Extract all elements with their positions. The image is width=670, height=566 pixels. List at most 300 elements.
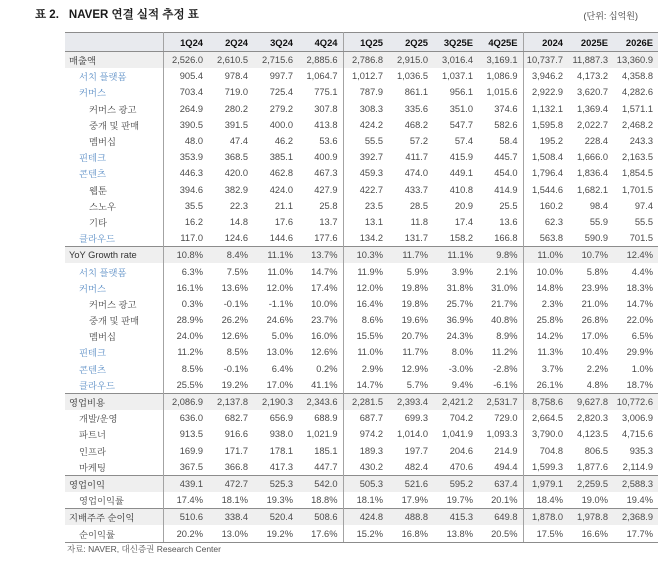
cell-value: 11.1%: [433, 247, 478, 264]
cell-value: 10,772.6: [613, 393, 658, 410]
cell-value: 16.1%: [176, 282, 203, 293]
cell-value: 3,006.9: [621, 413, 653, 424]
table-row: [65, 426, 658, 442]
cell-value: 11.0%: [523, 247, 568, 264]
cell-value: 563.8: [539, 233, 563, 244]
row-label: 영업이익률: [65, 492, 163, 509]
cell-value: 13.0%: [208, 525, 253, 542]
cell-value: 307.8: [298, 101, 343, 117]
cell-value: -1.1%: [268, 298, 293, 309]
cell-value: 449.1: [449, 168, 473, 179]
cell-value: 160.2: [539, 200, 563, 211]
cell-value: 178.1: [269, 445, 293, 456]
cell-value: 1,877.6: [576, 461, 608, 472]
cell-value: 3,620.7: [576, 87, 608, 98]
cell-value: 58.4: [478, 133, 523, 149]
cell-value: 17.4%: [298, 280, 343, 296]
cell-value: 41.1%: [298, 377, 343, 394]
cell-value: 19.3%: [266, 495, 293, 506]
cell-value: 2,610.5: [208, 52, 253, 69]
cell-value: 13.0%: [266, 347, 293, 358]
cell-value: 390.5: [179, 119, 203, 130]
cell-value: 0.3%: [181, 298, 203, 309]
cell-value: 2.2%: [586, 363, 608, 374]
cell-value: 1,701.5: [621, 184, 653, 195]
cell-value: 20.7%: [401, 331, 428, 342]
cell-value: 13.7%: [298, 247, 343, 264]
column-header: 2Q25: [388, 33, 433, 52]
cell-value: 9.4%: [451, 379, 473, 390]
cell-value: 2,526.0: [163, 52, 208, 69]
cell-value: -3.0%: [448, 363, 473, 374]
cell-value: 228.4: [584, 136, 608, 147]
cell-value: 4.4%: [631, 266, 653, 277]
cell-value: 18.1%: [221, 495, 248, 506]
cell-value: 185.1: [298, 443, 343, 459]
cell-value: 1,015.6: [478, 84, 523, 100]
cell-value: 719.0: [224, 87, 248, 98]
column-header: 3Q24: [253, 33, 298, 52]
row-label: 커머스: [65, 280, 163, 296]
cell-value: 415.9: [449, 152, 473, 163]
cell-value: 392.7: [359, 152, 383, 163]
cell-value: 1,599.3: [531, 461, 563, 472]
cell-value: 17.0%: [581, 331, 608, 342]
row-label: 서치 플랫폼: [65, 68, 163, 84]
cell-value: 171.7: [224, 445, 248, 456]
column-header: 1Q24: [163, 33, 208, 52]
cell-value: 8.5%: [181, 363, 203, 374]
cell-value: 19.6%: [401, 315, 428, 326]
cell-value: 3.9%: [451, 266, 473, 277]
cell-value: 17.5%: [523, 525, 568, 542]
cell-value: 400.9: [298, 149, 343, 165]
cell-value: 474.0: [404, 168, 428, 179]
row-label: 매출액: [65, 52, 163, 69]
cell-value: 704.8: [539, 445, 563, 456]
cell-value: 4,715.6: [621, 429, 653, 440]
cell-value: 15.5%: [356, 331, 383, 342]
cell-value: 22.3: [229, 200, 248, 211]
cell-value: 1,041.9: [441, 429, 473, 440]
cell-value: 124.6: [224, 233, 248, 244]
cell-value: 445.7: [478, 149, 523, 165]
cell-value: 35.5: [184, 200, 203, 211]
cell-value: 40.8%: [478, 312, 523, 328]
cell-value: 704.2: [449, 413, 473, 424]
cell-value: -6.1%: [478, 377, 523, 394]
cell-value: 422.7: [359, 184, 383, 195]
cell-value: 439.1: [163, 475, 208, 492]
cell-value: 649.8: [478, 509, 523, 526]
cell-value: 400.0: [269, 119, 293, 130]
cell-value: 2,022.7: [576, 119, 608, 130]
cell-value: 5.8%: [586, 266, 608, 277]
row-label: 인프라: [65, 443, 163, 459]
cell-value: 12.6%: [298, 344, 343, 360]
cell-value: 913.5: [179, 429, 203, 440]
cell-value: 11.3%: [537, 347, 563, 358]
row-label: 스노우: [65, 198, 163, 214]
cell-value: 2,343.6: [298, 393, 343, 410]
table-row: [65, 393, 658, 410]
cell-value: 2,922.9: [531, 87, 563, 98]
table-row: [65, 410, 658, 426]
cell-value: 905.4: [179, 71, 203, 82]
cell-value: 510.6: [163, 509, 208, 526]
cell-value: 13.8%: [433, 525, 478, 542]
cell-value: 19.8%: [401, 298, 428, 309]
cell-value: 8,758.6: [523, 393, 568, 410]
column-header: 2024: [523, 33, 568, 52]
row-label: 커머스: [65, 84, 163, 100]
cell-value: 385.1: [269, 152, 293, 163]
cell-value: 1,979.1: [523, 475, 568, 492]
cell-value: 10,737.7: [523, 52, 568, 69]
cell-value: 6.3%: [181, 266, 203, 277]
cell-value: 24.6%: [266, 315, 293, 326]
table-row: [65, 230, 658, 247]
cell-value: 16.0%: [298, 328, 343, 344]
cell-value: 1,012.7: [351, 71, 383, 82]
cell-value: 14.7%: [626, 298, 653, 309]
row-label: 핀테크: [65, 149, 163, 165]
cell-value: 2,163.5: [621, 152, 653, 163]
cell-value: 48.0: [184, 136, 203, 147]
cell-value: 18.1%: [356, 495, 383, 506]
cell-value: 21.7%: [478, 296, 523, 312]
table-row: [65, 296, 658, 312]
cell-value: 433.7: [404, 184, 428, 195]
cell-value: 117.0: [180, 233, 203, 244]
row-label: 중개 및 판매: [65, 117, 163, 133]
cell-value: 9,627.8: [568, 393, 613, 410]
cell-value: 189.3: [359, 445, 383, 456]
cell-value: 19.2%: [221, 379, 248, 390]
cell-value: 2,259.5: [568, 475, 613, 492]
column-header: 4Q25E: [478, 33, 523, 52]
cell-value: 280.2: [224, 103, 248, 114]
cell-value: 2,915.0: [388, 52, 433, 69]
cell-value: 8.0%: [451, 347, 473, 358]
column-header: 2026E: [613, 33, 658, 52]
row-label: 콘텐츠: [65, 361, 163, 377]
cell-value: 17.4%: [176, 495, 203, 506]
row-label: 콘텐츠: [65, 165, 163, 181]
cell-value: 411.7: [405, 152, 428, 163]
cell-value: 13.1: [364, 216, 383, 227]
row-label: 커머스 광고: [65, 101, 163, 117]
cell-value: 2,531.7: [478, 393, 523, 410]
table-row: [65, 328, 658, 344]
cell-value: 1,064.7: [298, 68, 343, 84]
cell-value: 414.9: [478, 182, 523, 198]
table-number: 표 2.: [35, 9, 59, 21]
cell-value: 10.0%: [298, 296, 343, 312]
cell-value: 2,393.4: [388, 393, 433, 410]
cell-value: 595.2: [433, 475, 478, 492]
cell-value: 12.4%: [613, 247, 658, 264]
label-column-header: [65, 33, 163, 52]
row-label: 핀테크: [65, 344, 163, 360]
cell-value: 427.9: [298, 182, 343, 198]
cell-value: 23.5: [364, 200, 383, 211]
cell-value: 197.7: [404, 445, 428, 456]
cell-value: 11.7%: [388, 247, 433, 264]
cell-value: 21.1: [274, 200, 293, 211]
cell-value: 2.1%: [478, 263, 523, 279]
cell-value: 10.7%: [568, 247, 613, 264]
row-label: 멤버십: [65, 133, 163, 149]
cell-value: 17.7%: [613, 525, 658, 542]
cell-value: 243.3: [629, 136, 653, 147]
cell-value: 134.2: [359, 233, 383, 244]
table-row: [65, 214, 658, 230]
cell-value: 366.8: [224, 461, 248, 472]
cell-value: 3.7%: [541, 363, 563, 374]
cell-value: 338.4: [208, 509, 253, 526]
cell-value: 11.0%: [267, 266, 293, 277]
cell-value: 636.0: [179, 413, 203, 424]
table-row: [65, 509, 658, 526]
row-label: 웹툰: [65, 182, 163, 198]
table-row: [65, 377, 658, 394]
cell-value: 462.8: [269, 168, 293, 179]
cell-value: 956.1: [449, 87, 473, 98]
cell-value: 394.6: [179, 184, 203, 195]
cell-value: 11.7%: [402, 347, 428, 358]
cell-value: 5.7%: [406, 379, 428, 390]
cell-value: 8.5%: [226, 347, 248, 358]
cell-value: 57.4: [454, 136, 473, 147]
cell-value: 279.2: [269, 103, 293, 114]
cell-value: 16.4%: [356, 298, 383, 309]
cell-value: 1,037.1: [441, 71, 473, 82]
column-header: 2Q24: [208, 33, 253, 52]
cell-value: 525.3: [253, 475, 298, 492]
cell-value: 2,281.5: [343, 393, 388, 410]
cell-value: 2,421.2: [433, 393, 478, 410]
cell-value: 14.8%: [536, 282, 563, 293]
cell-value: 2,468.2: [621, 119, 653, 130]
cell-value: 18.4%: [536, 495, 563, 506]
table-row: [65, 344, 658, 360]
cell-value: 1,014.0: [396, 429, 428, 440]
table-row: [65, 525, 658, 542]
cell-value: 17.6%: [298, 525, 343, 542]
source-note: 자료: NAVER, 대신증권 Research Center: [67, 544, 221, 554]
cell-value: 13.6: [478, 214, 523, 230]
cell-value: 144.6: [269, 233, 293, 244]
cell-value: 468.2: [404, 119, 428, 130]
row-label: 기타: [65, 214, 163, 230]
cell-value: 7.5%: [226, 266, 248, 277]
cell-value: 454.0: [478, 165, 523, 181]
cell-value: 1,682.1: [576, 184, 608, 195]
cell-value: 2,114.9: [622, 461, 653, 472]
cell-value: 420.0: [224, 168, 248, 179]
row-label: 클라우드: [65, 230, 163, 247]
cell-value: 20.9: [454, 200, 473, 211]
cell-value: 997.7: [269, 71, 293, 82]
row-label: YoY Growth rate: [65, 247, 163, 264]
cell-value: 861.1: [404, 87, 428, 98]
financial-table: [65, 32, 658, 543]
cell-value: 2,715.6: [253, 52, 298, 69]
cell-value: 17.0%: [266, 379, 293, 390]
cell-value: 508.6: [298, 509, 343, 526]
cell-value: 14.8: [229, 216, 248, 227]
cell-value: 459.3: [359, 168, 383, 179]
cell-value: 19.7%: [446, 495, 473, 506]
row-label: 지배주주 순이익: [65, 509, 163, 526]
cell-value: 1,036.5: [396, 71, 428, 82]
cell-value: 204.6: [449, 445, 473, 456]
cell-value: 1,132.1: [531, 103, 563, 114]
cell-value: 729.0: [478, 410, 523, 426]
cell-value: 13.7: [298, 214, 343, 230]
cell-value: 687.7: [359, 413, 383, 424]
cell-value: 16.8%: [388, 525, 433, 542]
cell-value: 97.4: [634, 200, 653, 211]
cell-value: 13.6%: [221, 282, 248, 293]
table-row: [65, 101, 658, 117]
cell-value: 542.0: [298, 475, 343, 492]
table-row: [65, 312, 658, 328]
cell-value: 391.5: [224, 119, 248, 130]
cell-value: 3,169.1: [478, 52, 523, 69]
cell-value: 582.6: [478, 117, 523, 133]
unit-note: (단위: 십억원): [583, 11, 638, 21]
row-label: 커머스 광고: [65, 296, 163, 312]
column-header: 1Q25: [343, 33, 388, 52]
cell-value: 16.2: [184, 216, 203, 227]
cell-value: -0.1%: [223, 298, 248, 309]
table-row: [65, 149, 658, 165]
page-title: [35, 6, 199, 22]
table-row: [65, 84, 658, 100]
cell-value: 18.8%: [298, 492, 343, 509]
cell-value: 787.9: [359, 87, 383, 98]
cell-value: 3,016.4: [433, 52, 478, 69]
cell-value: 8.6%: [361, 315, 383, 326]
cell-value: 703.4: [179, 87, 203, 98]
cell-value: 177.6: [298, 230, 343, 247]
table-row: [65, 182, 658, 198]
cell-value: 46.2: [274, 136, 293, 147]
column-header: 3Q25E: [433, 33, 478, 52]
cell-value: 17.9%: [401, 495, 428, 506]
cell-value: 916.6: [224, 429, 248, 440]
cell-value: 2,368.9: [613, 509, 658, 526]
cell-value: 1,854.5: [621, 168, 653, 179]
cell-value: 447.7: [298, 459, 343, 476]
cell-value: 417.3: [269, 461, 293, 472]
cell-value: 11,887.3: [568, 52, 613, 69]
cell-value: 2,664.5: [531, 413, 563, 424]
cell-value: 28.5: [409, 200, 428, 211]
cell-value: 4,282.6: [621, 87, 653, 98]
row-label: 서치 플랫폼: [65, 263, 163, 279]
cell-value: 25.7%: [446, 298, 473, 309]
cell-value: 214.9: [478, 443, 523, 459]
cell-value: 430.2: [359, 461, 383, 472]
cell-value: 688.9: [298, 410, 343, 426]
cell-value: 374.6: [478, 101, 523, 117]
cell-value: 2,588.3: [613, 475, 658, 492]
table-title-text: NAVER 연결 실적 추정 표: [68, 9, 199, 21]
cell-value: 13,360.9: [613, 52, 658, 69]
cell-value: 1,878.0: [523, 509, 568, 526]
cell-value: 2,086.9: [163, 393, 208, 410]
cell-value: 19.4%: [626, 495, 653, 506]
cell-value: 25.5: [478, 198, 523, 214]
cell-value: 19.0%: [581, 495, 608, 506]
column-header: 4Q24: [298, 33, 343, 52]
cell-value: 166.8: [478, 230, 523, 247]
cell-value: 1,508.4: [531, 152, 563, 163]
cell-value: 16.6%: [568, 525, 613, 542]
cell-value: 264.9: [179, 103, 203, 114]
cell-value: 0.2%: [298, 361, 343, 377]
cell-value: 2,137.8: [208, 393, 253, 410]
cell-value: 9.8%: [478, 247, 523, 264]
row-label: 순이익률: [65, 525, 163, 542]
table-row: [65, 475, 658, 492]
cell-value: 24.0%: [176, 331, 203, 342]
cell-value: 25.8: [298, 198, 343, 214]
cell-value: 14.7%: [356, 379, 383, 390]
cell-value: 55.5: [364, 136, 383, 147]
cell-value: 31.8%: [446, 282, 473, 293]
cell-value: 12.9%: [401, 363, 428, 374]
table-row: [65, 361, 658, 377]
table-row: [65, 459, 658, 476]
cell-value: 410.8: [449, 184, 473, 195]
cell-value: -2.8%: [478, 361, 523, 377]
cell-value: 1,369.4: [576, 103, 608, 114]
row-label: 멤버십: [65, 328, 163, 344]
cell-value: 24.3%: [446, 331, 473, 342]
cell-value: 11.2%: [478, 344, 523, 360]
cell-value: 335.6: [404, 103, 428, 114]
row-label: 마케팅: [65, 459, 163, 476]
cell-value: 11.9%: [357, 266, 383, 277]
row-label: 파트너: [65, 426, 163, 442]
cell-value: 938.0: [269, 429, 293, 440]
table-row: [65, 117, 658, 133]
cell-value: 494.4: [478, 459, 523, 476]
cell-value: 3,946.2: [531, 71, 563, 82]
cell-value: 26.8%: [581, 315, 608, 326]
cell-value: 53.6: [298, 133, 343, 149]
cell-value: 14.2%: [536, 331, 563, 342]
cell-value: 353.9: [179, 152, 203, 163]
cell-value: 29.9%: [626, 347, 653, 358]
cell-value: 20.5%: [478, 525, 523, 542]
cell-value: 4,173.2: [576, 71, 608, 82]
cell-value: 25.5%: [176, 379, 203, 390]
cell-value: 4,123.5: [576, 429, 608, 440]
cell-value: 158.2: [449, 233, 473, 244]
cell-value: 62.3: [544, 216, 563, 227]
cell-value: 10.3%: [343, 247, 388, 264]
cell-value: 20.2%: [163, 525, 208, 542]
cell-value: 368.5: [224, 152, 248, 163]
cell-value: 2.3%: [541, 298, 563, 309]
cell-value: 55.5: [634, 216, 653, 227]
cell-value: 1,544.6: [531, 184, 563, 195]
